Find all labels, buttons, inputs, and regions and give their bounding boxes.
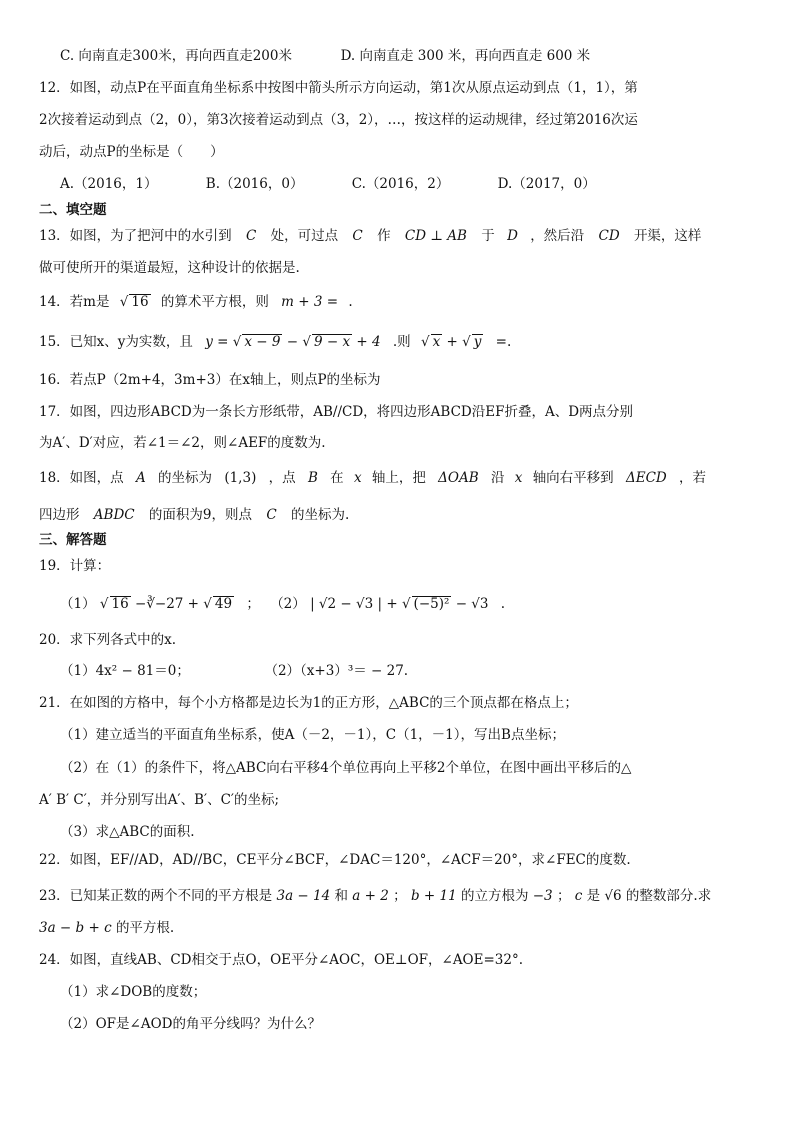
q14-line: [39, 290, 353, 310]
q19-dot: .: [500, 596, 506, 612]
q18-text-d: 在: [330, 470, 344, 486]
q12-option-b: B.（2016，0）: [205, 176, 304, 192]
q19-title: 19．计算：: [39, 558, 111, 574]
q15-line: [39, 330, 511, 350]
sqrt-symbol: √: [302, 334, 311, 350]
q20-part-1: （1）4x² − 81＝0；: [60, 663, 190, 679]
q11-options: [60, 44, 590, 64]
q20-title: 20．求下列各式中的x.: [39, 632, 177, 648]
q24-part-1: （1）求∠DOB的度数；: [60, 984, 207, 1000]
q19-part-1-label: （1）: [60, 596, 96, 612]
q23-math-4: −3: [532, 888, 553, 904]
q23-semi: ；: [393, 888, 407, 904]
q18-text-b: 的坐标为: [158, 470, 213, 486]
q13-text-b: 处，可过点: [270, 228, 339, 244]
section-answer-title: 三、解答题: [39, 532, 107, 548]
q18-text-f: 沿: [490, 470, 505, 486]
q13-text-f: 开渠，这样: [633, 228, 702, 244]
q18-text-g: 轴向右平移到: [532, 470, 614, 486]
q15-sqrt-1: x − 9: [244, 334, 281, 350]
sqrt-symbol: √: [420, 334, 430, 350]
q18-line-1: [39, 466, 706, 486]
q21-part-3: （3）求△ABC的面积.: [60, 824, 195, 840]
q14-math: m + 3 =: [281, 294, 339, 310]
q18-text-a: 18．如图，点: [39, 470, 124, 486]
q18-text-c: ，点: [268, 470, 296, 486]
q13-line-1: [39, 224, 701, 244]
sqrt-symbol: √: [401, 596, 411, 612]
q18-text-e: 轴上，把: [371, 470, 426, 486]
q23-math-line2: 3a − b + c: [39, 920, 112, 936]
q18-math-x: x: [353, 470, 362, 486]
q18-text-h: ，若: [679, 470, 707, 486]
q13-math-perp: CD ⊥ AB: [404, 228, 467, 244]
q17-line-2: 为A′、D′对应，若∠1＝∠2，则∠AEF的度数为.: [39, 435, 326, 451]
q22-line: 22．如图，EF//AD，AD//BC，CE平分∠BCF，∠DAC＝120°，∠ACF＝20°，求∠FEC的度数.: [39, 852, 631, 868]
q20-part-2: （2）（x+3）³＝ − 27.: [264, 663, 409, 679]
q23-math-2: a + 2: [352, 888, 389, 904]
sqrt-symbol: √: [119, 294, 129, 310]
q23-line-1: [39, 884, 711, 904]
q17-line-1: 17．如图，四边形ABCD为一条长方形纸带，AB//CD，将四边形ABCD沿EF折叠，A、D两点分别: [39, 404, 634, 420]
q13-math-c2: C: [352, 228, 363, 244]
q14-sqrt-arg: 16: [131, 294, 149, 310]
q19-sqrt-16: 16: [111, 596, 129, 612]
q19-sqrt-25: (−5)²: [413, 596, 450, 612]
q21-title: 21．在如图的方格中，每个小方格都是边长为1的正方形，△ABC的三个顶点都在格点上；: [39, 695, 578, 711]
q15-minus: −: [286, 334, 299, 350]
q15-text-a: 15．已知x、y为实数，且: [39, 334, 193, 350]
q13-math-d: D: [507, 228, 518, 244]
q24-part-2: （2）OF是∠AOD的角平分线吗？为什么？: [60, 1016, 321, 1032]
q23-math-6: √6: [604, 888, 622, 904]
q23-text-line2: 的平方根.: [115, 920, 175, 936]
q23-int-text: 的整数部分.求: [625, 888, 712, 904]
q13-text-c: 作: [377, 228, 391, 244]
q23-and: 和: [334, 888, 348, 904]
q19-cube: −∛−27 +: [134, 596, 199, 612]
q12-option-d: D.（2017，0）: [497, 176, 596, 192]
q13-text-a: 13．如图，为了把河中的水引到: [39, 228, 232, 244]
q15-sqrt-2: 9 − x: [313, 334, 351, 350]
q24-title: 24．如图，直线AB、CD相交于点O，OE平分∠AOC，OE⊥OF，∠AOE=32°.: [39, 952, 524, 968]
q13-text-d: 于: [481, 228, 495, 244]
q23-math-1: 3a − 14: [276, 888, 331, 904]
q23-semi2: ；: [556, 888, 571, 904]
sqrt-symbol: √: [232, 334, 242, 350]
sqrt-symbol: √: [203, 596, 212, 612]
sqrt-symbol: √: [462, 334, 471, 350]
q18-text-2b: 的面积为9，则点: [148, 507, 253, 523]
q14-text-a: 14．若m是: [39, 294, 110, 310]
q19-abs: | √2 − √3 | +: [310, 596, 398, 612]
q12-line-2: 2次接着运动到点（2，0），第3次接着运动到点（3，2），…，按这样的运动规律，经过第2016次运: [39, 112, 638, 128]
q18-text-2c: 的坐标为.: [290, 507, 350, 523]
q15-text-b: .则: [392, 334, 411, 350]
q13-math-cd: CD: [598, 228, 620, 244]
q18-math-abdc: ABDC: [93, 507, 135, 523]
q18-text-2a: 四边形: [39, 507, 80, 523]
q18-math-13: (1,3): [224, 470, 257, 486]
q19-part-2-label: （2）: [270, 596, 306, 612]
q14-text-b: 的算术平方根，则: [160, 294, 269, 310]
q12-option-a: A.（2016，1）: [60, 176, 158, 192]
q13-line-2: 做可使所开的渠道最短，这种设计的依据是.: [39, 260, 300, 276]
q11-option-c: C. 向南直走300米，再向西直走200米: [60, 48, 292, 64]
q15-text-c: =.: [495, 334, 512, 350]
q18-math-oab: ΔOAB: [438, 470, 479, 486]
q15-sqrt-x: x: [432, 334, 441, 350]
q18-math-ecd: ΔECD: [625, 470, 667, 486]
q19-tail: − √3: [455, 596, 489, 612]
q18-math-x2: x: [514, 470, 523, 486]
sqrt-symbol: √: [99, 596, 109, 612]
q23-math-3: b + 11: [410, 888, 457, 904]
q21-part-2a: （2）在（1）的条件下，将△ABC向右平移4个单位再向上平移2个单位，在图中画出平移后的△: [60, 760, 632, 776]
q12-option-c: C.（2016，2）: [351, 176, 450, 192]
q12-options: [60, 172, 596, 192]
q15-y-eq: y =: [205, 334, 229, 350]
q19-sqrt-49: 49: [214, 596, 233, 612]
q23-line-2: [39, 916, 174, 936]
section-fill-blank-title: 二、填空题: [39, 202, 107, 218]
q19-parts: [60, 592, 505, 612]
q20-parts: [60, 659, 408, 679]
q21-part-2b: A′ B′ C′，并分别写出A′、B′、C′的坐标;: [39, 792, 280, 808]
q13-text-e: ，然后沿: [530, 228, 585, 244]
q15-sqrt-y: y: [473, 334, 482, 350]
q18-math-c: C: [266, 507, 277, 523]
q14-text-d: .: [348, 294, 353, 310]
q18-math-b: B: [307, 470, 318, 486]
q16-line: 16．若点P（2m+4，3m+3）在x轴上，则点P的坐标为: [39, 372, 381, 388]
q12-line-1: 12．如图，动点P在平面直角坐标系中按图中箭头所示方向运动，第1次从原点运动到点（1，1），第: [39, 80, 638, 96]
q18-line-2: [39, 503, 349, 523]
q15-plus4: + 4: [356, 334, 381, 350]
q13-math-c: C: [245, 228, 257, 244]
q15-plus: +: [446, 334, 458, 350]
q23-math-5: c: [574, 888, 583, 904]
q23-cube-text: 的立方根为: [460, 888, 529, 904]
q23-text-a: 23．已知某正数的两个不同的平方根是: [39, 888, 273, 904]
q21-part-1: （1）建立适当的平面直角坐标系，使A（－2，－1），C（1，－1），写出B点坐标；: [60, 727, 565, 743]
q18-math-a: A: [135, 470, 146, 486]
q23-is: 是: [586, 888, 601, 904]
q12-line-3: 动后，动点P的坐标是（ ）: [39, 144, 224, 160]
q11-option-d: D. 向南直走 300 米，再向西直走 600 米: [340, 48, 591, 64]
q19-semi: ；: [246, 596, 260, 612]
